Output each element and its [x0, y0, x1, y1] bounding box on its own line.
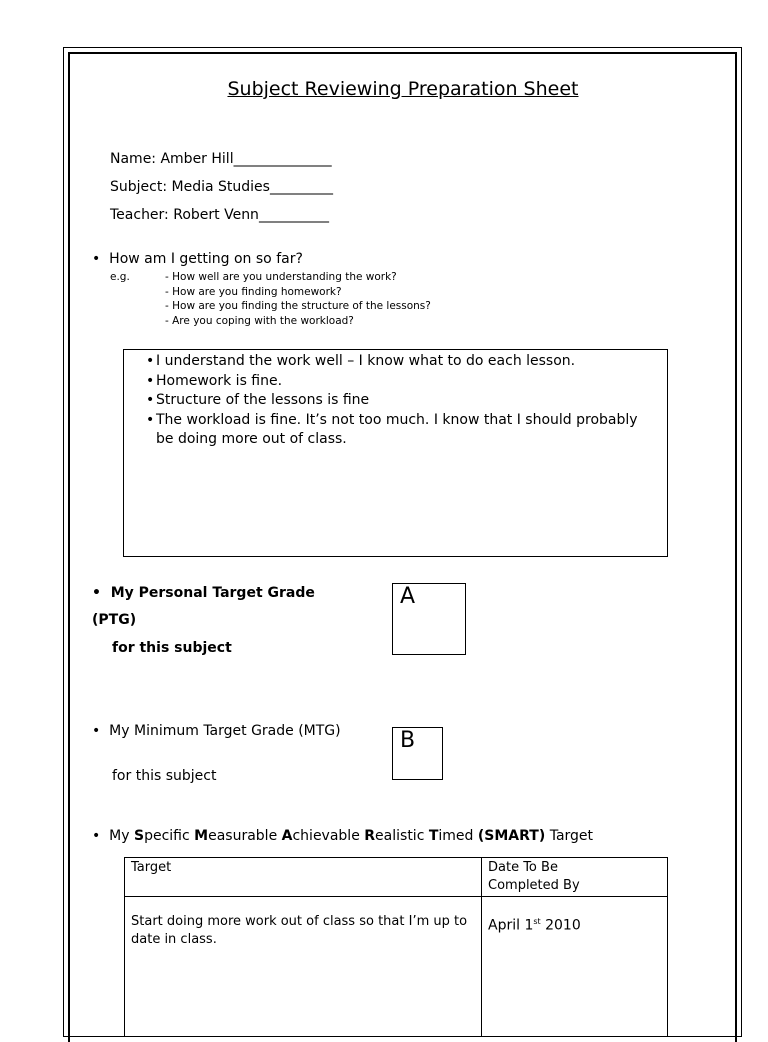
ptg-subject: for this subject — [112, 640, 232, 656]
mtg-label: • My Minimum Target Grade (MTG) — [92, 723, 341, 739]
example-item: - How well are you understanding the work? — [165, 271, 397, 283]
ptg-grade-box: A — [392, 583, 466, 655]
table-header-row — [125, 858, 668, 897]
table-row — [125, 897, 668, 1037]
answer-item: • I understand the work well – I know what to do each lesson. — [156, 352, 661, 372]
subject-field: Subject: Media Studies_________ — [110, 179, 333, 195]
mtg-grade-box: B — [392, 727, 443, 780]
eg-label: e.g. — [110, 271, 130, 283]
answer-item: • Homework is fine. — [156, 372, 661, 392]
smart-heading: • My Specific Measurable Achievable Realistic Timed (SMART) Target — [92, 828, 594, 844]
ptg-abbr: (PTG) — [92, 612, 137, 628]
progress-question: • How am I getting on so far? — [92, 251, 303, 267]
teacher-field: Teacher: Robert Venn__________ — [110, 207, 329, 223]
example-item: - How are you finding homework? — [165, 285, 342, 298]
example-item: - How are you finding the structure of the lessons? — [165, 300, 431, 312]
answer-item: • Structure of the lessons is fine — [156, 391, 661, 411]
header-date: Date To Be Completed By — [482, 858, 668, 897]
row-date: April 1st 2010 — [482, 897, 668, 1037]
example-list — [165, 270, 431, 328]
mtg-subject: for this subject — [112, 768, 217, 784]
answer-item: • The workload is fine. It’s not too much. I know that I should probably be doing more out of class. — [156, 411, 661, 450]
smart-target-table — [124, 857, 668, 1037]
page-title: Subject Reviewing Preparation Sheet — [227, 78, 579, 100]
row-target: Start doing more work out of class so that I’m up to date in class. — [125, 897, 482, 1037]
ptg-label: • My Personal Target Grade — [92, 585, 315, 601]
example-item: - Are you coping with the workload? — [165, 314, 354, 327]
header-target: Target — [125, 858, 482, 897]
name-field: Name: Amber Hill______________ — [110, 151, 332, 167]
progress-answer-box — [123, 349, 668, 557]
